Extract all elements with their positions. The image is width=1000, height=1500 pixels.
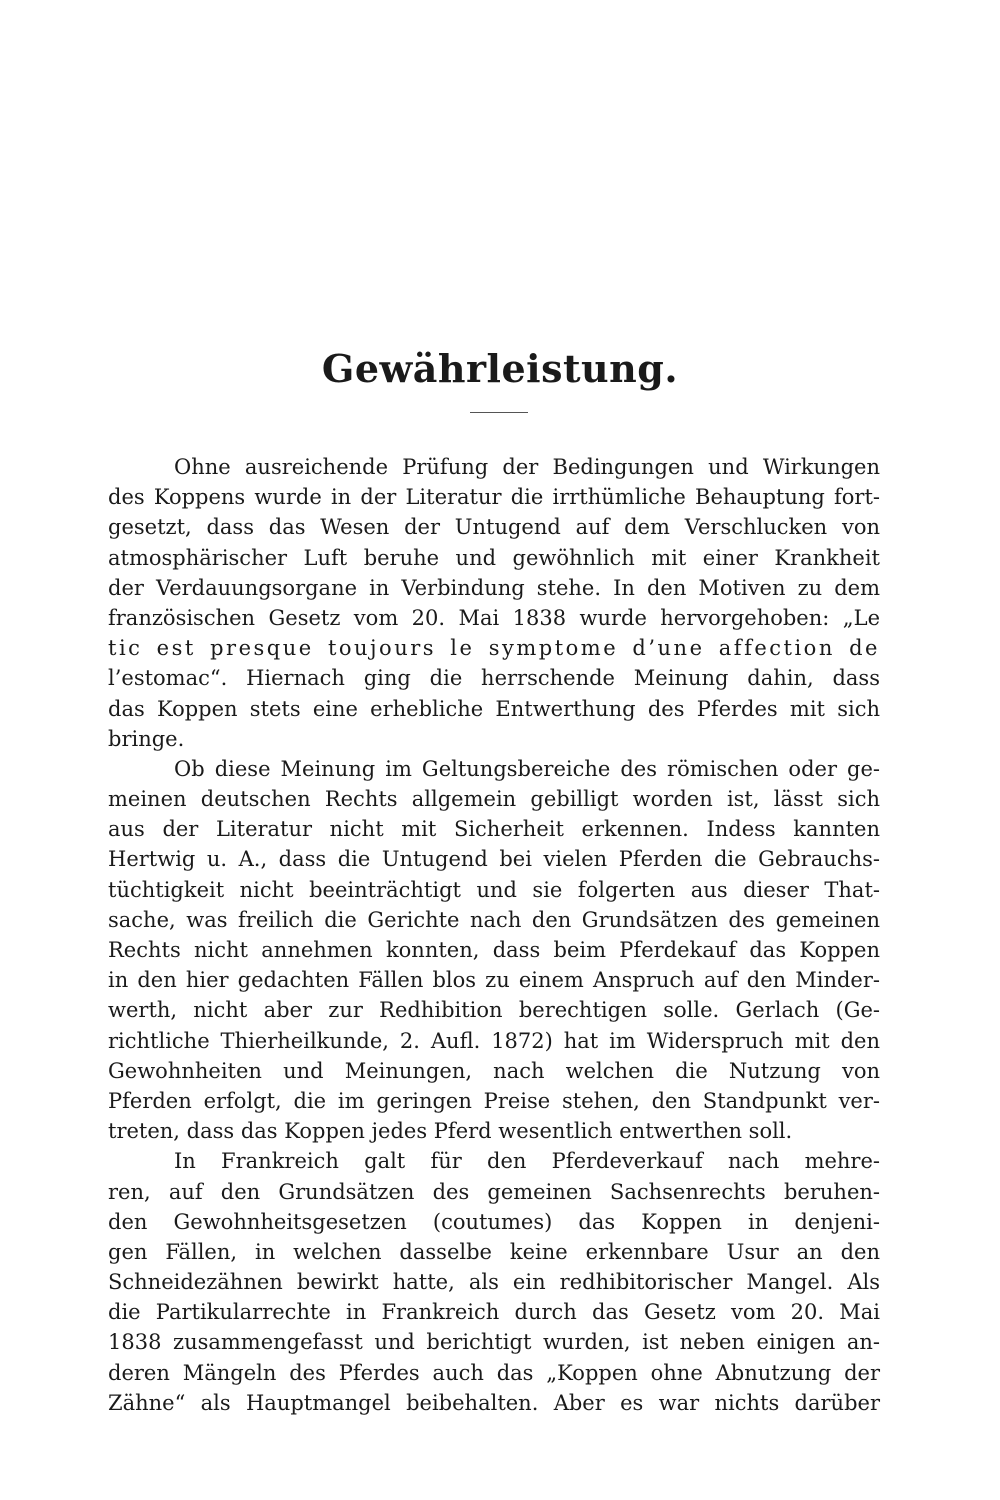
text-line: In Frankreich galt für den Pferdeverkauf nach mehre- bbox=[174, 1149, 880, 1174]
text-line: Pferden erfolgt, die im geringen Preise stehen, den Standpunkt ver- bbox=[108, 1088, 880, 1113]
text-line: 1838 zusammengefasst und berichtigt wurden, ist neben einigen an- bbox=[108, 1330, 880, 1355]
text-line: sache, was freilich die Gerichte nach den Grundsätzen des gemeinen bbox=[108, 907, 880, 932]
text-line: meinen deutschen Rechts allgemein gebilligt worden ist, lässt sich bbox=[108, 787, 880, 812]
text-line: die Partikularrechte in Frankreich durch das Gesetz vom 20. Mai bbox=[108, 1300, 880, 1325]
text-line: Ob diese Meinung im Geltungsbereiche des römischen oder ge- bbox=[174, 756, 880, 781]
body-text bbox=[108, 452, 880, 1418]
text-line: Hertwig u. A., dass die Untugend bei vielen Pferden die Gebrauchs- bbox=[108, 847, 880, 872]
text-line: gesetzt, dass das Wesen der Untugend auf dem Verschlucken von bbox=[108, 515, 880, 540]
text-line: tüchtigkeit nicht beeinträchtigt und sie folgerten aus dieser That- bbox=[108, 877, 880, 902]
text-line: richtliche Thierheilkunde, 2. Aufl. 1872) hat im Widerspruch mit den bbox=[108, 1028, 880, 1053]
text-line: in den hier gedachten Fällen blos zu einem Anspruch auf den Minder- bbox=[108, 968, 880, 993]
text-line: des Koppens wurde in der Literatur die irrthümliche Behauptung fort- bbox=[108, 485, 880, 510]
text-line: das Koppen stets eine erhebliche Entwerthung des Pferdes mit sich bbox=[108, 696, 880, 721]
text-line: werth, nicht aber zur Redhibition berechtigen solle. Gerlach (Ge- bbox=[108, 998, 880, 1023]
text-line: französischen Gesetz vom 20. Mai 1838 wurde hervorgehoben: „Le bbox=[108, 605, 880, 630]
text-line: Gewohnheiten und Meinungen, nach welchen die Nutzung von bbox=[108, 1058, 880, 1083]
text-line: l’estomac“. Hiernach ging die herrschende Meinung dahin, dass bbox=[108, 666, 880, 691]
text-line: bringe. bbox=[108, 726, 185, 751]
text-line: der Verdauungsorgane in Verbindung stehe. In den Motiven zu dem bbox=[108, 575, 880, 600]
page-title: Gewährleistung. bbox=[321, 346, 679, 391]
text-line: treten, dass das Koppen jedes Pferd wesentlich entwerthen soll. bbox=[108, 1119, 793, 1144]
text-line: Rechts nicht annehmen konnten, dass beim Pferdekauf das Koppen bbox=[108, 938, 880, 962]
text-line: deren Mängeln des Pferdes auch das „Koppen ohne Abnutzung der bbox=[108, 1360, 880, 1385]
text-line: Ohne ausreichende Prüfung der Bedingungen und Wirkungen bbox=[174, 455, 880, 479]
text-line: den Gewohnheitsgesetzen (coutumes) das Koppen in denjeni- bbox=[108, 1209, 880, 1234]
text-line: ren, auf den Grundsätzen des gemeinen Sachsenrechts beruhen- bbox=[108, 1179, 880, 1204]
text-line: aus der Literatur nicht mit Sicherheit erkennen. Indess kannten bbox=[108, 817, 880, 842]
text-line: Zähne“ als Hauptmangel beibehalten. Aber es war nichts darüber bbox=[108, 1390, 880, 1415]
text-line: Schneidezähnen bewirkt hatte, als ein redhibitorischer Mangel. Als bbox=[108, 1270, 880, 1295]
text-line: gen Fällen, in welchen dasselbe keine erkennbare Usur an den bbox=[108, 1239, 880, 1264]
title-rule bbox=[470, 412, 528, 413]
text-line: atmosphärischer Luft beruhe und gewöhnlich mit einer Krankheit bbox=[108, 545, 880, 570]
text-line: tic est presque toujours le symptome d’une affection de bbox=[108, 636, 880, 661]
